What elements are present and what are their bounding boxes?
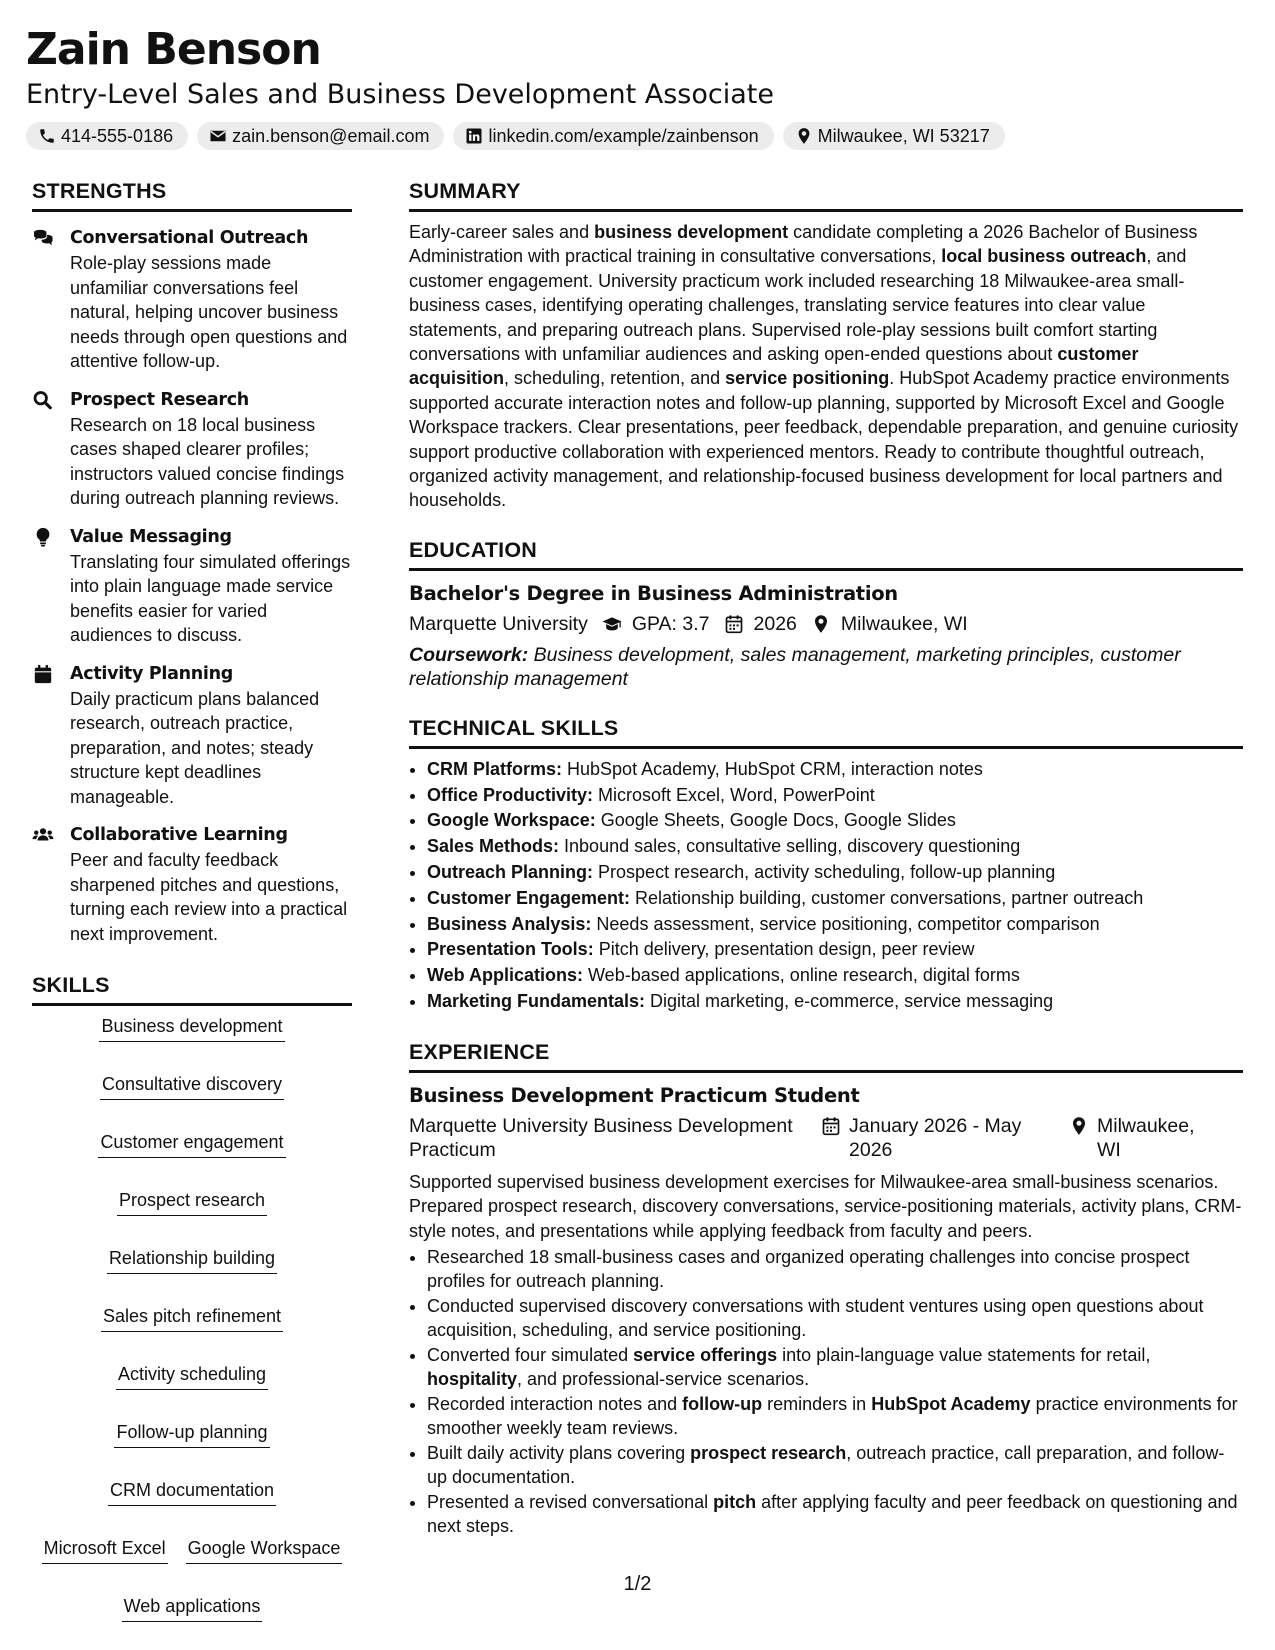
skill-chip: Activity scheduling	[116, 1362, 268, 1390]
skill-value: Google Sheets, Google Docs, Google Slides	[595, 810, 956, 831]
summary-text: Early-career sales and	[409, 222, 595, 242]
contact-location[interactable]	[783, 122, 1005, 150]
list-item	[427, 757, 1243, 783]
list-item	[427, 783, 1243, 809]
skill-chip: Google Workspace	[186, 1536, 343, 1564]
list-item	[427, 937, 1243, 963]
skill-label: CRM Platforms:	[427, 758, 563, 779]
skill-value: HubSpot Academy, HubSpot CRM, interaction notes	[562, 758, 983, 779]
coursework-text: Business development, sales management, marketing principles, customer relationship management	[409, 643, 1181, 690]
bullet-bold-text: hospitality	[427, 1368, 518, 1389]
bullet-text: after applying faculty and peer feedback on questioning and next steps.	[427, 1492, 1238, 1536]
strength-desc: Daily practicum plans balanced research, outreach practice, preparation, and notes; steady structure kept deadlines manageable.	[70, 688, 320, 807]
education-meta	[409, 611, 1243, 637]
search-icon	[32, 390, 54, 410]
bullet-bold-text: pitch	[713, 1492, 757, 1513]
list-item	[427, 1491, 1243, 1538]
bullet-text: practice environments for smoother weekly team reviews.	[427, 1394, 1238, 1438]
strength-title: Value Messaging	[70, 526, 232, 547]
coursework	[409, 643, 1243, 691]
job-location-text: Milwaukee, WI	[1097, 1114, 1195, 1161]
linkedin-icon	[465, 127, 483, 145]
resume-header	[26, 22, 1246, 150]
strength-desc: Translating four simulated offerings into plain language made service benefits easier for varied audiences to discuss.	[70, 551, 351, 645]
job-bullets	[409, 1246, 1243, 1538]
school-location: Milwaukee, WI	[840, 612, 968, 635]
job-description: Supported supervised business development exercises for Milwaukee-area small-business scenarios. Prepared prospect research, discovery conversations, service-positioning materials, activity plans, CRM-style notes, and presentations while applying feedback from faculty and peers.	[409, 1171, 1242, 1241]
skills-heading: SKILLS	[32, 972, 352, 1006]
skill-chip: Consultative discovery	[100, 1072, 284, 1100]
skill-value: Pitch delivery, presentation design, peer review	[593, 939, 975, 960]
bullet-text: , outreach practice, call preparation, and follow-up documentation.	[427, 1443, 1225, 1487]
job-dates	[821, 1114, 1069, 1162]
strength-title: Prospect Research	[70, 389, 249, 410]
bullet-text: Researched 18 small-business cases and organized operating challenges into concise prospect profiles for outreach planning.	[427, 1247, 1190, 1291]
list-item	[427, 808, 1243, 834]
strength-title: Activity Planning	[70, 663, 233, 684]
calendar-icon	[821, 1116, 841, 1136]
summary-bold-text: local business outreach	[941, 246, 1147, 267]
bullet-text: Conducted supervised discovery conversations with student ventures using open questions about acquisition, scheduling, and service positioning.	[427, 1296, 1204, 1340]
job-meta	[409, 1114, 1243, 1162]
contact-email[interactable]	[197, 122, 444, 150]
skill-label: Google Workspace:	[427, 810, 596, 831]
map-pin-icon	[795, 127, 813, 145]
gpa: GPA: 3.7	[631, 612, 710, 635]
list-item	[427, 834, 1243, 860]
bullet-bold-text: prospect research	[690, 1443, 847, 1464]
bullet-bold-text: follow-up	[682, 1394, 763, 1415]
skill-chip: Follow-up planning	[114, 1420, 269, 1448]
list-item	[427, 860, 1243, 886]
skill-label: Office Productivity:	[427, 784, 594, 805]
contact-text: linkedin.com/example/zainbenson	[488, 125, 759, 146]
skill-chip: Business development	[99, 1014, 284, 1042]
strength-item	[32, 388, 352, 511]
contact-text: 414-555-0186	[61, 125, 174, 146]
bullet-text: Recorded interaction notes and	[427, 1394, 683, 1415]
skills-list	[32, 1014, 352, 1622]
map-pin-icon	[811, 614, 831, 634]
skill-chip: Sales pitch refinement	[101, 1304, 283, 1332]
right-column	[409, 178, 1243, 1540]
skill-value: Microsoft Excel, Word, PowerPoint	[593, 784, 875, 805]
left-column	[32, 178, 352, 1622]
bullet-text: Built daily activity plans covering	[427, 1443, 691, 1464]
list-item	[427, 1442, 1243, 1489]
skill-chip: CRM documentation	[108, 1478, 276, 1506]
bullet-bold-text: service offerings	[633, 1345, 778, 1366]
strength-item	[32, 823, 352, 946]
summary-text: , and customer engagement. University practicum work included researching 18 Milwaukee-area small-business cases, identifying operating challenges, translating service features into clear value statements, and preparing outreach plans. Supervised role-play sessions built comfort starting conversations with unfamiliar audiences and asking open-ended questions about	[409, 246, 1187, 365]
skill-label: Web Applications:	[427, 965, 584, 986]
strength-desc: Role-play sessions made unfamiliar conversations feel natural, helping uncover business needs through open questions and attentive follow-up.	[70, 253, 348, 371]
strength-desc: Peer and faculty feedback sharpened pitches and questions, turning each review into a practical next improvement.	[70, 850, 348, 944]
skill-value: Web-based applications, online research, digital forms	[583, 965, 1020, 986]
bullet-text: Presented a revised conversational	[427, 1492, 714, 1513]
list-item	[427, 963, 1243, 989]
summary-bold-text: customer acquisition	[409, 344, 1139, 389]
skill-chip: Web applications	[122, 1594, 263, 1622]
summary-bold-text: service positioning	[725, 368, 890, 389]
skill-label: Customer Engagement:	[427, 887, 631, 908]
school-name: Marquette University	[409, 612, 588, 635]
skill-chip: Prospect research	[117, 1188, 267, 1216]
phone-icon	[38, 127, 56, 145]
skill-label: Marketing Fundamentals:	[427, 991, 646, 1012]
calendar-icon	[724, 614, 744, 634]
graduation-year: 2026	[753, 612, 797, 635]
contact-text: Milwaukee, WI 53217	[817, 125, 990, 146]
summary-text: , scheduling, retention, and	[504, 368, 726, 389]
skill-label: Business Analysis:	[427, 913, 592, 934]
candidate-name: Zain Benson	[26, 24, 321, 75]
strength-item	[32, 662, 352, 810]
skill-label: Presentation Tools:	[427, 939, 594, 960]
skill-value: Digital marketing, e-commerce, service messaging	[645, 991, 1054, 1012]
users-icon	[32, 825, 54, 845]
strength-item	[32, 226, 352, 374]
contact-bar	[26, 122, 1246, 150]
list-item	[427, 989, 1243, 1015]
comments-icon	[32, 228, 54, 248]
job-dates-text: January 2026 - May 2026	[849, 1114, 1022, 1161]
skill-value: Prospect research, activity scheduling, follow-up planning	[593, 862, 1056, 883]
skill-chip: Microsoft Excel	[42, 1536, 168, 1564]
page-number: 1/2	[623, 1573, 652, 1595]
contact-text: zain.benson@email.com	[232, 125, 430, 146]
bullet-text: reminders in	[762, 1394, 872, 1415]
calendar-icon	[32, 664, 54, 684]
list-item	[427, 886, 1243, 912]
job-title: Business Development Practicum Student	[409, 1083, 860, 1107]
skill-chip: Relationship building	[107, 1246, 277, 1274]
strength-title: Collaborative Learning	[70, 825, 288, 845]
strengths-heading: STRENGTHS	[32, 178, 352, 212]
summary-bold-text: business development	[594, 222, 789, 242]
strength-title: Conversational Outreach	[70, 228, 309, 248]
skill-value: Inbound sales, consultative selling, discovery questioning	[559, 836, 1021, 857]
bullet-text: , and professional-service scenarios.	[517, 1368, 810, 1389]
experience-heading: EXPERIENCE	[409, 1039, 1243, 1073]
technical-skills-heading: TECHNICAL SKILLS	[409, 715, 1243, 749]
education-heading: EDUCATION	[409, 537, 1243, 571]
strength-item	[32, 525, 352, 648]
list-item	[427, 1393, 1243, 1440]
bullet-text: into plain-language value statements for retail,	[777, 1345, 1151, 1366]
graduation-cap-icon	[602, 614, 622, 634]
bullet-bold-text: HubSpot Academy	[871, 1394, 1031, 1415]
list-item	[427, 1295, 1243, 1342]
summary-text	[409, 220, 1243, 513]
envelope-icon	[209, 127, 227, 145]
contact-linkedin[interactable]	[453, 122, 773, 150]
skill-label: Outreach Planning:	[427, 862, 594, 883]
job-organization: Marquette University Business Development Practicum	[409, 1114, 793, 1161]
candidate-title: Entry-Level Sales and Business Development Associate	[26, 79, 774, 110]
coursework-label: Coursework:	[409, 643, 529, 666]
skill-chip: Customer engagement	[98, 1130, 285, 1158]
job-location	[1069, 1114, 1199, 1162]
summary-heading: SUMMARY	[409, 178, 1243, 212]
lightbulb-icon	[32, 527, 54, 547]
list-item	[427, 912, 1243, 938]
technical-skills-list	[409, 757, 1243, 1015]
bullet-text: Converted four simulated	[427, 1345, 634, 1366]
summary-text: . HubSpot Academy practice environments supported accurate interaction notes and follow-up planning, supported by Microsoft Excel and Google Workspace trackers. Clear presentations, peer feedback, dependable preparation, and genuine curiosity support productive collaboration with experienced mentors. Ready to contribute thoughtful outreach, organized activity management, and relationship-focused business development for local partners and households.	[409, 368, 1239, 511]
list-item	[427, 1246, 1243, 1293]
skill-value: Needs assessment, service positioning, competitor comparison	[591, 913, 1100, 934]
skill-value: Relationship building, customer conversations, partner outreach	[630, 887, 1144, 908]
strength-desc: Research on 18 local business cases shaped clearer profiles; instructors valued concise findings during outreach planning reviews.	[70, 414, 345, 508]
summary-text: candidate completing a 2026 Bachelor of Business Administration with practical training in consultative conversations,	[409, 222, 1198, 267]
degree-title: Bachelor's Degree in Business Administration	[409, 581, 898, 605]
skill-label: Sales Methods:	[427, 836, 560, 857]
contact-phone[interactable]	[26, 122, 188, 150]
list-item	[427, 1344, 1243, 1391]
map-pin-icon	[1069, 1116, 1089, 1136]
